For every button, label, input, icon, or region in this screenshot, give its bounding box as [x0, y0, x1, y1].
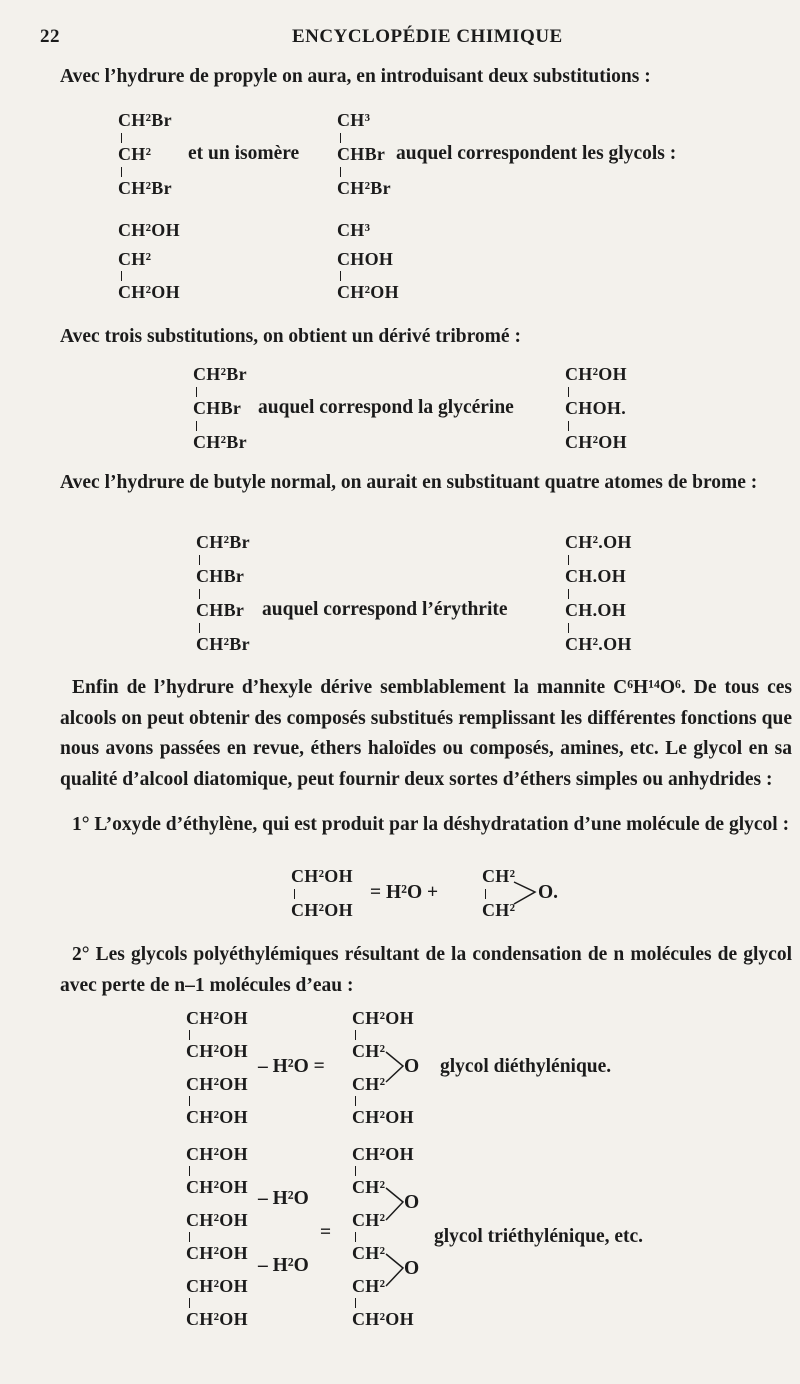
page-number: 22 [40, 26, 60, 47]
intro-butyl: Avec l’hydrure de butyle normal, on aurait en substituant quatre atomes de brome : [60, 472, 758, 493]
ether-bracket [386, 1052, 403, 1082]
ether-bracket [386, 1188, 403, 1220]
formula-atom: CH² [352, 1276, 386, 1296]
formula-atom: CH²OH [352, 1309, 414, 1329]
formula-atom: CH² [118, 144, 152, 164]
glycols-text: auquel correspondent les glycols : [396, 143, 677, 164]
formula-atom: CH.OH [565, 566, 627, 586]
formula-atom: CH² [352, 1074, 386, 1094]
formula-atom: CHBr [337, 144, 386, 164]
formula-atom: CH.OH [565, 600, 627, 620]
formula-atom: CH²OH [352, 1144, 414, 1164]
formula-atom: CH²OH [565, 364, 627, 384]
formula-atom: CH² [482, 866, 516, 886]
oxygen-symbol: O. [538, 882, 559, 903]
label-diethylene: glycol diéthylénique. [440, 1056, 612, 1077]
paragraph-hexyl: Enfin de l’hydrure d’hexyle dérive semblablement la mannite C⁶H¹⁴O⁶. De tous ces alcools on peut obtenir des composés substitués remplissant les différentes fonctions que nous avons passées en revue, éthers haloïdes ou composés, amines, etc. Le glycol en sa qualité d’alcool diatomique, peut fournir deux sortes d’éthers simples ou anhydrides : [60, 677, 792, 790]
equation-operator: = H²O + [370, 882, 439, 903]
formula-atom: CHBr [196, 600, 245, 620]
equation-operator: – H²O [258, 1188, 309, 1209]
formula-atom: CH²OH [352, 1107, 414, 1127]
isomer-text: et un isomère [188, 143, 300, 164]
formula-atom: CHBr [193, 398, 242, 418]
formula-atom: CHOH. [565, 398, 627, 418]
formula-atom: CH³ [337, 220, 371, 240]
formula-atom: CH²OH [565, 432, 627, 452]
ether-bracket [514, 882, 535, 904]
item-ethylene-oxide: 1° L’oxyde d’éthylène, qui est produit par la déshydratation d’une molécule de glycol : [72, 814, 790, 835]
formula-atom: CH²OH [118, 282, 180, 302]
oxygen-symbol: O [404, 1056, 420, 1077]
formula-atom: CH²OH [291, 900, 353, 920]
formula-atom: CH²Br [196, 634, 250, 654]
intro-propyl: Avec l’hydrure de propyle on aura, en introduisant deux substitutions : [60, 66, 651, 87]
equation-operator: = [320, 1222, 332, 1243]
formula-atom: CH²OH [186, 1243, 248, 1263]
formula-atom: CH²Br [193, 364, 247, 384]
formula-atom: CH³ [337, 110, 371, 130]
equation-operator: – H²O = [258, 1056, 325, 1077]
formula-atom: CH²Br [118, 110, 172, 130]
oxygen-symbol: O [404, 1258, 420, 1279]
formula-atom: CH²Br [196, 532, 250, 552]
formula-atom: CH² [352, 1177, 386, 1197]
formula-atom: CH²OH [186, 1177, 248, 1197]
formula-atom: CH² [352, 1041, 386, 1061]
formula-atom: CH².OH [565, 634, 632, 654]
ether-bracket [386, 1254, 403, 1286]
formula-atom: CH²OH [186, 1041, 248, 1061]
item-polyethylene-glycols: 2° Les glycols polyéthylémiques résultant de la condensation de n molécules de glycol avec perte de n–1 molécules d’eau : [60, 944, 792, 996]
formula-atom: CH² [118, 249, 152, 269]
formula-atom: CH²OH [291, 866, 353, 886]
formula-atom: CH²Br [193, 432, 247, 452]
label-triethylene: glycol triéthylénique, etc. [434, 1226, 644, 1247]
running-title: ENCYCLOPÉDIE CHIMIQUE [292, 26, 563, 47]
formula-atom: CH²OH [186, 1074, 248, 1094]
formula-atom: CH²OH [186, 1309, 248, 1329]
formula-atom: CH²OH [352, 1008, 414, 1028]
formula-atom: CH²Br [118, 178, 172, 198]
formula-atom: CH².OH [565, 532, 632, 552]
erythrite-text: auquel correspond l’érythrite [262, 599, 508, 620]
equation-operator: – H²O [258, 1255, 309, 1276]
formula-atom: CH² [482, 900, 516, 920]
formula-atom: CH²Br [337, 178, 391, 198]
formula-atom: CHOH [337, 249, 394, 269]
formula-atom: CH²OH [186, 1008, 248, 1028]
formula-atom: CH²OH [186, 1144, 248, 1164]
formula-atom: CH² [352, 1210, 386, 1230]
formula-atom: CH²OH [118, 220, 180, 240]
oxygen-symbol: O [404, 1192, 420, 1213]
formula-atom: CH²OH [186, 1107, 248, 1127]
intro-tribromo: Avec trois substitutions, on obtient un dérivé tribromé : [60, 326, 521, 347]
formula-atom: CH²OH [186, 1276, 248, 1296]
formula-atom: CH²OH [186, 1210, 248, 1230]
glycerine-text: auquel correspond la glycérine [258, 397, 514, 418]
formula-atom: CH²OH [337, 282, 399, 302]
formula-atom: CH² [352, 1243, 386, 1263]
formula-atom: CHBr [196, 566, 245, 586]
